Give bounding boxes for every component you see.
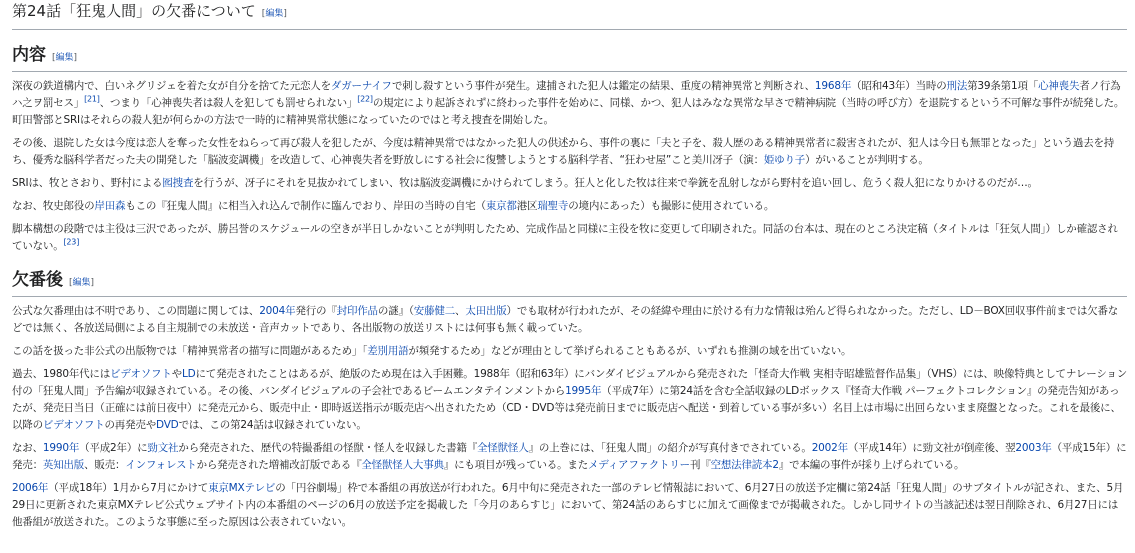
citation[interactable] bbox=[357, 95, 373, 104]
text-run: にて発売されたことはあるが、絶版のため現在は入手困難。1988年（昭和63年）にバンダイビジュアルから発売された「怪奇大作戦 実相寺昭雄監督作品集」（VHS）には、映像特典としてナレーション付の「狂鬼人間」予告編が収録されている。その後、バンダイビジュアルの子会社であるビームエンタテインメントから bbox=[12, 368, 1128, 397]
section-heading bbox=[12, 269, 1127, 297]
wiki-link[interactable]: 1995年 bbox=[565, 385, 602, 397]
citation[interactable] bbox=[64, 238, 80, 247]
text-run: 、つまり「心神喪失者は殺人を犯しても罰せられない」 bbox=[99, 97, 358, 109]
wiki-link[interactable]: 太田出版 bbox=[465, 305, 507, 317]
text-run: （平成18年）1月から7月にかけて bbox=[48, 482, 209, 494]
paragraph bbox=[12, 303, 1127, 337]
text-run: では、この第24話は収録されていない。 bbox=[178, 419, 367, 431]
text-run: で刺し殺すという事件が発生。逮捕された犯人は鑑定の結果、重度の精神異常と判断され、 bbox=[391, 80, 815, 92]
text-run: （平成2年）に bbox=[79, 442, 148, 454]
text-run: 、 bbox=[455, 305, 466, 317]
wiki-link[interactable]: 東京MXテレビ bbox=[208, 482, 276, 494]
text-run: ）でも取材が行われたが、その経緯や理由に於ける有力な情報は殆んど得られなかった。ただし、LD－BOX回収事件前までは欠番などでは無く、各放送局側による自主規制での未放送・音声カットであり、各出版物の放送リストには何事も無く載っていた。 bbox=[12, 305, 1119, 334]
text-run: 』で本編の事件が採り上げられている。 bbox=[778, 459, 965, 471]
section-heading-text: 欠番後 bbox=[12, 270, 63, 290]
section-edit-link[interactable]: [編集] bbox=[52, 53, 78, 63]
text-run: 第39条第1項「 bbox=[967, 80, 1039, 92]
text-run: 港区 bbox=[516, 200, 538, 212]
wiki-link[interactable]: 英知出版 bbox=[42, 459, 85, 471]
text-run: から発売された増補改訂版である『 bbox=[196, 459, 362, 471]
wiki-link[interactable]: LD bbox=[181, 368, 196, 380]
citation-link[interactable]: [23] bbox=[63, 237, 80, 247]
text-run: なお、牧史郎役の bbox=[12, 200, 95, 212]
text-run: SRIは、牧とさおり、野村による bbox=[12, 177, 163, 189]
text-run: や bbox=[171, 368, 182, 380]
wiki-link[interactable]: 1968年 bbox=[814, 80, 852, 92]
title-edit-link[interactable]: [編集] bbox=[261, 9, 287, 19]
wiki-link[interactable]: 瑞聖寺 bbox=[537, 200, 569, 212]
wiki-link[interactable]: 勁文社 bbox=[147, 442, 179, 454]
wiki-link[interactable]: ビデオソフト bbox=[110, 368, 172, 380]
wiki-link[interactable]: メディアファクトリー bbox=[588, 459, 690, 471]
citation[interactable] bbox=[84, 95, 100, 104]
article-body bbox=[12, 44, 1127, 531]
wiki-link[interactable]: 岸田森 bbox=[94, 200, 126, 212]
citation-link[interactable]: [21] bbox=[84, 94, 100, 104]
wiki-link[interactable]: DVD bbox=[156, 419, 179, 431]
text-run: の謎』（ bbox=[377, 305, 414, 317]
wiki-link[interactable]: 刑法 bbox=[946, 80, 968, 92]
paragraph bbox=[12, 343, 1127, 360]
wiki-link[interactable]: 姫ゆり子 bbox=[763, 154, 806, 166]
wiki-link[interactable]: 2002年 bbox=[811, 442, 848, 454]
text-run: を行うが、冴子にそれを見抜かれてしまい、牧は脳波変調機にかけられてしまう。狂人と化した牧は往来で拳銃を乱射しながら野村を追い回し、危うく殺人犯になりかけるのだが…。 bbox=[193, 177, 1038, 189]
text-run: 、販売： bbox=[84, 459, 126, 471]
wiki-link[interactable]: 2006年 bbox=[12, 482, 49, 494]
wiki-link[interactable]: 囮捜査 bbox=[162, 177, 194, 189]
text-run: （平成14年）に勁文社が倒産後、翌 bbox=[847, 442, 1016, 454]
wiki-link[interactable]: 空想法律読本2 bbox=[710, 459, 779, 471]
text-run: の再発売や bbox=[104, 419, 156, 431]
edit-link[interactable]: 編集 bbox=[72, 278, 91, 288]
text-run: この話を扱った非公式の出版物では「精神異常者の描写に問題があるため」「 bbox=[12, 345, 368, 357]
text-run: ）がいることが判明する。 bbox=[805, 154, 929, 166]
section-heading bbox=[12, 44, 1127, 72]
wiki-link[interactable]: 全怪獣怪人大事典 bbox=[361, 459, 444, 471]
paragraph bbox=[12, 440, 1127, 474]
text-run: なお、 bbox=[12, 442, 43, 454]
wiki-link[interactable]: 2004年 bbox=[259, 305, 296, 317]
text-run: 発行の『 bbox=[295, 305, 337, 317]
paragraph bbox=[12, 198, 1127, 215]
paragraph bbox=[12, 135, 1127, 169]
text-run: （平成7年）に第24話を含む全話収録のLDボックス『怪奇大作戦 パーフェクトコレクション』の発売告知があったが、発売日当日（正確には前日夜中）に発売元から、販売中止・即時返送指示が販売店へ出されたため（CD・DVD等は発売前日までに販売店へ配送・到着している事が多い）名目上は市場に出回らないまま廃盤となった。これを最後に、以降の bbox=[12, 385, 1121, 431]
wiki-link[interactable]: 安藤健二 bbox=[413, 305, 455, 317]
wiki-link[interactable]: 全怪獣怪人 bbox=[477, 442, 529, 454]
text-run: 』にも項目が残っている。また bbox=[443, 459, 588, 471]
text-run: が頻発するため」などが理由として挙げられることもあるが、いずれも推測の域を出ていない。 bbox=[408, 345, 852, 357]
text-run: の規定により起訴されずに終わった事件を始めに、同様、かつ、犯人はみなな異常な早さで精神病院（当時の呼び方）を退院するという不可解な事件が続発した。町田警部とSRIはそれらの殺人犯が何らかの方法で一時的に精神異常状態になっていたのではと考え捜査を開始した。 bbox=[12, 97, 1125, 126]
text-run: 者ノ行為ハ之ヲ罰セス」 bbox=[12, 80, 1121, 109]
text-run: 公式な欠番理由は不明であり、この問題に関しては、 bbox=[12, 305, 260, 317]
paragraph bbox=[12, 221, 1127, 255]
text-run: 脚本構想の段階では主役は三沢であったが、勝呂誉のスケジュールの空きが半日しかないことが判明したため、完成作品と同様に主役を牧に変更して印刷された。同話の台本は、現在のところ決定稿（タイトルは「狂気人間」）しか確認されていない。 bbox=[12, 223, 1118, 252]
text-run: 深夜の鉄道構内で、白いネグリジェを着た女が自分を捨てた元恋人を bbox=[12, 80, 331, 92]
edit-link[interactable]: 編集 bbox=[55, 53, 74, 63]
section-heading-text: 内容 bbox=[12, 45, 46, 65]
text-run: もこの『狂鬼人間』に相当入れ込んで制作に臨んでおり、岸田の当時の自宅（ bbox=[125, 200, 486, 212]
wiki-link[interactable]: 心神喪失 bbox=[1038, 80, 1080, 92]
text-run: 刊『 bbox=[689, 459, 711, 471]
paragraph bbox=[12, 480, 1127, 531]
citation-link[interactable]: [22] bbox=[357, 94, 373, 104]
text-run: 』の上巻には、「狂鬼人間」の紹介が写真付きでされている。 bbox=[528, 442, 812, 454]
text-run: から発売された、歴代の特撮番組の怪獣・怪人を収録した書籍『 bbox=[178, 442, 478, 454]
text-run: その後、退院した女は今度は恋人を奪った女性をねらって再び殺人を犯したが、今度は精神異常ではなかった犯人の供述から、事件の裏に「夫と子を、殺人歴のある精神異常者に殺害されたが、犯人は今日も無罪となった」という過去を持ち、優秀な脳科学者だった夫の開発した「脳波変調機」を改造して、心神喪失者を野放しにする社会に復讐しようとする脳科学者、“狂わせ屋”こと美川冴子（演： bbox=[12, 137, 1115, 166]
wiki-link[interactable]: 2003年 bbox=[1015, 442, 1052, 454]
text-run: 過去、1980年代には bbox=[12, 368, 111, 380]
wiki-link[interactable]: ビデオソフト bbox=[42, 419, 105, 431]
text-run: の境内にあった）も撮影に使用されている。 bbox=[568, 200, 775, 212]
wiki-link[interactable]: 東京都 bbox=[485, 200, 517, 212]
page-title-text: 第24話「狂鬼人間」の欠番について bbox=[12, 2, 256, 20]
wiki-link[interactable]: インフォレスト bbox=[125, 459, 197, 471]
wiki-link[interactable]: ダガーナイフ bbox=[330, 80, 392, 92]
wiki-link[interactable]: 差別用語 bbox=[367, 345, 409, 357]
paragraph bbox=[12, 366, 1127, 434]
paragraph bbox=[12, 78, 1127, 129]
wiki-link[interactable]: 1990年 bbox=[42, 442, 80, 454]
page-title bbox=[12, 0, 1127, 30]
wiki-link[interactable]: 封印作品 bbox=[336, 305, 378, 317]
text-run: の「円谷劇場」枠で本番組の再放送が行われた。6月中旬に発売された一部のテレビ情報誌において、6月27日の放送予定欄に第24話「狂鬼人間」のサブタイトルが記され、また、5月29日に更新された東京MXテレビ公式ウェブサイト内の本番組のページの6月の放送予定を掲載した「今月のあらすじ」において、第24話のあらすじに加えて画像までが掲載された。しかし同サイトの当該記述は翌日削除され、6月27日には他番組が放送された。このような事態に至った原因は公表されていない。 bbox=[12, 482, 1124, 528]
edit-link[interactable]: 編集 bbox=[265, 9, 284, 19]
text-run: （昭和43年）当時の bbox=[851, 80, 947, 92]
section-edit-link[interactable]: [編集] bbox=[69, 278, 95, 288]
text-run: （平成15年）に発売： bbox=[12, 442, 1127, 471]
paragraph bbox=[12, 175, 1127, 192]
